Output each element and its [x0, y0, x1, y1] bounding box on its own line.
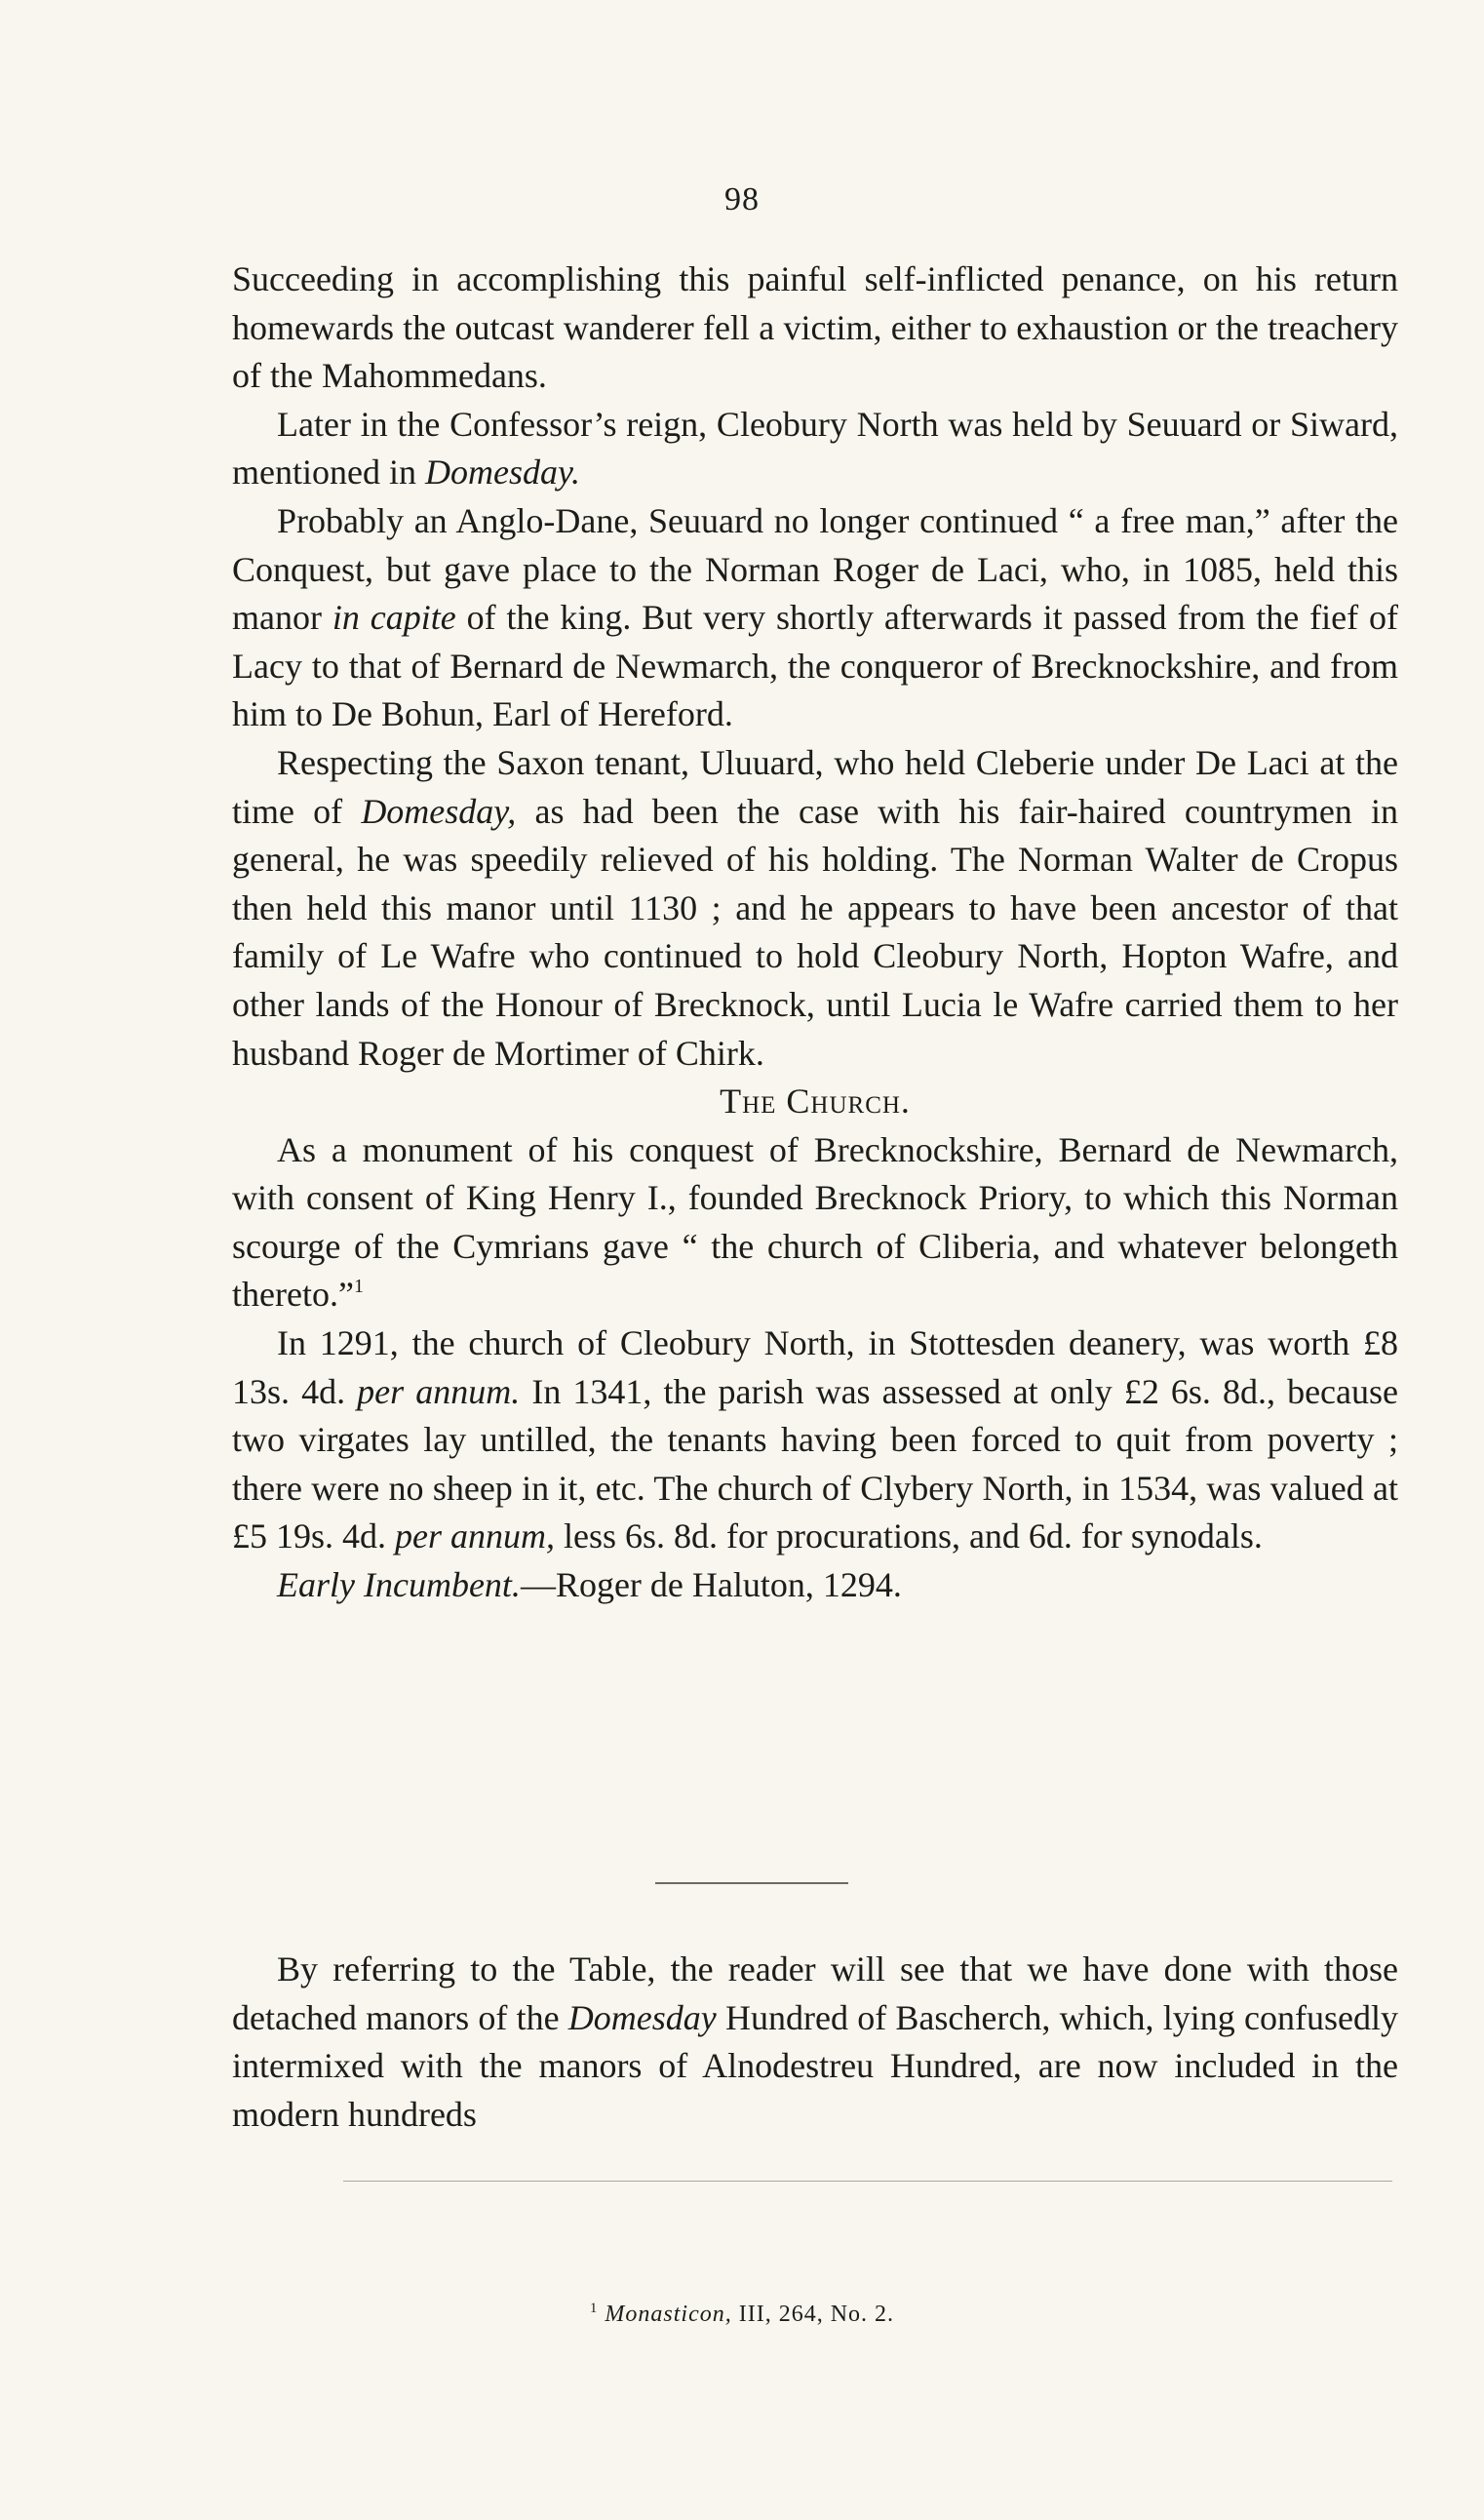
italic-text: Domesday.	[424, 453, 580, 492]
paragraph	[232, 256, 1398, 401]
text-run: less 6s. 8d. for procurations, and 6d. for synodals.	[555, 1516, 1263, 1556]
italic-text: Domesday,	[361, 791, 517, 831]
closing-text	[232, 1946, 1398, 2139]
text-run: Later in the Confessor’s reign, Cleobury North was held by Seuuard or Siward, mentioned in	[232, 404, 1398, 492]
text-run: III, 264, No. 2.	[731, 2302, 895, 2327]
paragraph	[232, 739, 1398, 1078]
text-run: As a monument of his conquest of Brecknockshire, Bernard de Newmarch, with consent of King Henry I., founded Brecknock Priory, to which this Norman scourge of the Cymrians gave “ the church of Cliberia, and whatever belongeth thereto.”	[232, 1129, 1398, 1315]
text-run: In 1341, the parish was assessed at only £2 6s. 8d., because two virgates lay untilled, the tenants having been forced to quit from poverty ; there were no sheep in it, etc. The church of Clybery North, in 1534, was valued at £5 19s. 4d.	[232, 1371, 1398, 1556]
paragraph	[232, 1946, 1398, 2139]
text-run: By referring to the Table, the reader will see that we have done with those detached manors of the	[232, 1949, 1398, 2037]
paragraph	[232, 1561, 1398, 1610]
text-run: Respecting the Saxon tenant, Uluuard, who held Cleberie under De Laci at the time of	[232, 742, 1398, 831]
italic-text: Domesday	[567, 1997, 717, 2037]
page-number: 98	[724, 181, 760, 217]
main-text	[232, 256, 1398, 1610]
text-run: In 1291, the church of Cleobury North, in Stottesden deanery, was worth £8 13s. 4d.	[232, 1323, 1398, 1411]
text-run: Probably an Anglo-Dane, Seuuard no longer continued “ a free man,” after the Conquest, but gave place to the Norman Roger de Laci, who, in 1085, held this manor	[232, 500, 1398, 638]
text-run: Succeeding in accomplishing this painful self-inflicted penance, on his return homewards the outcast wanderer fell a victim, either to exhaustion or the treachery of the Mahommedans.	[232, 259, 1398, 396]
section-separator	[655, 1882, 848, 1884]
paragraph	[232, 497, 1398, 739]
footnote-ref: 1	[353, 1276, 364, 1298]
footnote	[0, 2302, 1484, 2328]
text-run: Hundred of Bascherch, which, lying confusedly intermixed with the manors of Alnodestreu Hundred, are now included in the modern hundreds	[232, 1997, 1398, 2134]
section-opening	[232, 256, 1398, 1078]
footnote-marker: 1	[589, 2301, 599, 2316]
paragraph	[232, 401, 1398, 497]
paragraph	[232, 1319, 1398, 1561]
paragraph	[232, 1126, 1398, 1319]
section-closing	[232, 1946, 1398, 2139]
text-run: of the king. But very shortly afterwards it passed from the fief of Lacy to that of Bernard de Newmarch, the conqueror of Brecknockshire, and from him to De Bohun, Earl of Hereford.	[232, 598, 1399, 734]
italic-text: Monasticon,	[605, 2302, 732, 2327]
footnote-text	[605, 2302, 894, 2327]
section-church	[232, 1126, 1398, 1610]
text-run: —Roger de Haluton, 1294.	[520, 1565, 902, 1605]
church-heading: The Church.	[720, 1082, 911, 1122]
italic-text: per annum,	[395, 1516, 556, 1556]
text-run: as had been the case with his fair-haired countrymen in general, he was speedily relieved of his holding. The Norman Walter de Cropus then held this manor until 1130 ; and he appears to have been ancestor of that family of Le Wafre who continued to hold Cleobury North, Hopton Wafre, and other lands of the Honour of Brecknock, until Lucia le Wafre carried them to her husband Roger de Mortimer of Chirk.	[232, 791, 1398, 1073]
footnote-rule	[343, 2181, 1392, 2182]
italic-text: Early Incumbent.	[277, 1565, 521, 1605]
italic-text: per annum.	[357, 1371, 521, 1411]
italic-text: in capite	[332, 598, 456, 638]
